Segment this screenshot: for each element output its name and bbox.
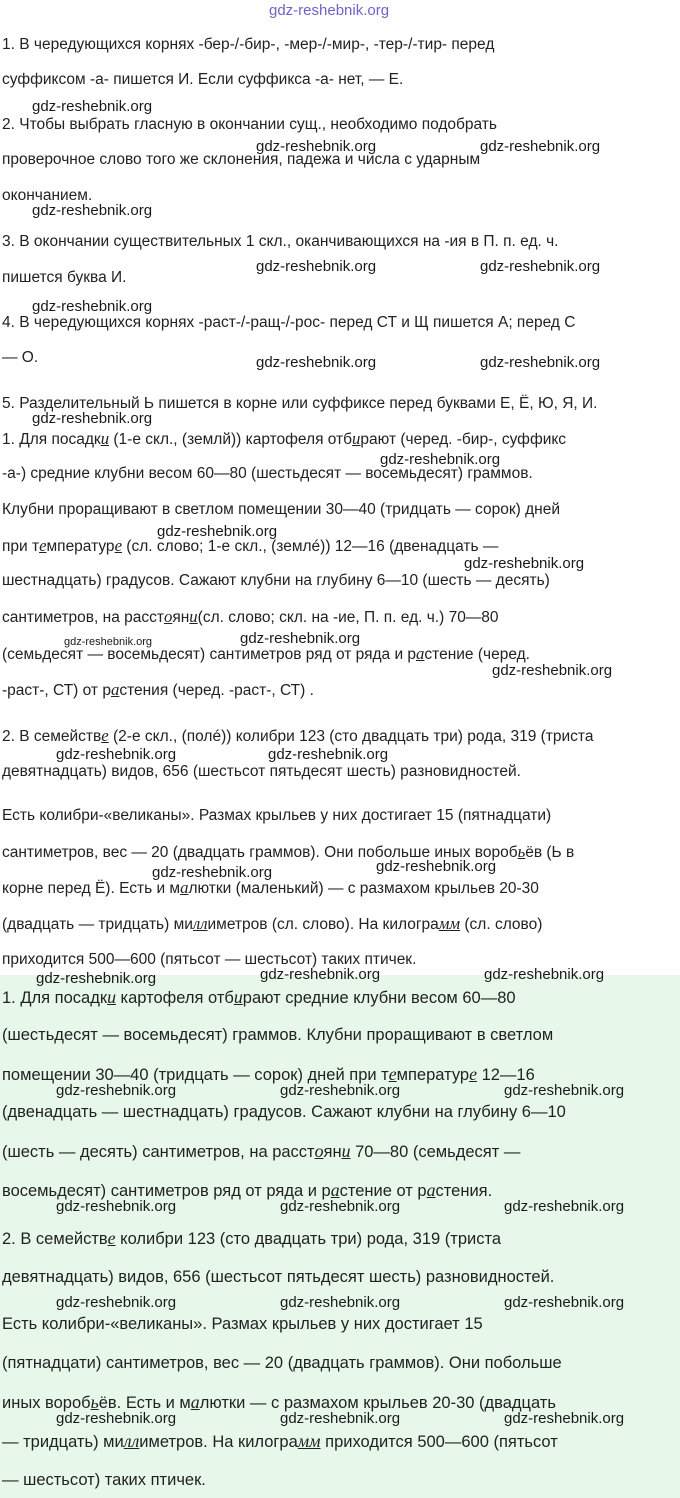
watermark: gdz-reshebnik.org <box>56 1294 177 1311</box>
watermark: gdz-reshebnik.org <box>492 662 613 679</box>
watermark: gdz-reshebnik.org <box>56 1410 177 1427</box>
exercise1-line: -а-) средние клубни весом 60—80 (шестьдесят — восемьдесят) граммов. <box>2 465 533 482</box>
exercise2-line: приходится 500—600 (пятьсот — шестьсот) таких птичек. <box>2 951 417 968</box>
rule-line: 3. В окончании существительных 1 скл., оканчивающихся на -ия в П. п. ед. ч. <box>2 233 559 250</box>
exercise2-line: сантиметров, вес — 20 (двадцать граммов). Они побольше иных воробьёв (Ь в <box>2 842 575 861</box>
exercise1-line: Клубни проращивают в светлом помещении 30—40 (тридцать — сорок) дней <box>2 501 560 518</box>
exercise2-line: 2. В семействе (2-е скл., (полé)) колибри 123 (сто двадцать три) рода, 319 (триста <box>2 726 594 745</box>
exercise2-line: Есть колибри-«великаны». Размах крыльев у них достигает 15 (пятнадцати) <box>2 807 552 824</box>
answer2-line: 2. В семействе колибри 123 (сто двадцать три) рода, 319 (триста <box>2 1228 502 1248</box>
watermark: gdz-reshebnik.org <box>504 1294 625 1311</box>
answer2-line: девятнадцать) видов, 656 (шестьсот пятьдесят шесть) разновидностей. <box>2 1268 555 1286</box>
answer1-line: (шестьдесят — восемьдесят) граммов. Клубни проращивают в светлом <box>2 1026 554 1044</box>
exercise1-line: 1. Для посадки (1-е скл., (землй)) картофеля отбирают (черед. -бир-, суффикс <box>2 429 567 448</box>
exercise2-line: корне перед Ё). Есть и малютки (маленький) — с размахом крыльев 20-30 <box>2 878 539 897</box>
watermark: gdz-reshebnik.org <box>480 138 601 155</box>
watermark: gdz-reshebnik.org <box>56 1082 177 1099</box>
watermark: gdz-reshebnik.org <box>280 1198 401 1215</box>
answer2-line: Есть колибри-«великаны». Размах крыльев у них достигает 15 <box>2 1315 483 1333</box>
watermark: gdz-reshebnik.org <box>32 298 153 315</box>
watermark: gdz-reshebnik.org <box>504 1082 625 1099</box>
watermark: gdz-reshebnik.org <box>260 966 381 983</box>
watermark: gdz-reshebnik.org <box>157 523 278 540</box>
watermark: gdz-reshebnik.org <box>268 746 389 763</box>
answer1-line: 1. Для посадки картофеля отбирают средние клубни весом 60—80 <box>2 987 516 1007</box>
watermark: gdz-reshebnik.org <box>240 630 361 647</box>
exercise1-line: при температуре (сл. слово; 1-е скл., (землé)) 12—16 (двенадцать — <box>2 536 499 555</box>
exercise2-line: (двадцать — тридцать) миллиметров (сл. слово). На килограмм (сл. слово) <box>2 914 543 933</box>
watermark: gdz-reshebnik.org <box>64 636 153 648</box>
watermark: gdz-reshebnik.org <box>32 202 153 219</box>
answer2-line: — шестьсот) таких птичек. <box>2 1471 206 1489</box>
watermark: gdz-reshebnik.org <box>464 555 585 572</box>
site-header-watermark[interactable]: gdz-reshebnik.org <box>269 2 390 19</box>
rule-line: окончанием. <box>2 187 93 204</box>
rule-line: 4. В чередующихся корнях -раст-/-ращ-/-рос- перед СТ и Щ пишется А; перед С <box>2 314 576 331</box>
rule-line: суффиксом -а- пишется И. Если суффикса -а- нет, — Е. <box>2 71 404 88</box>
watermark: gdz-reshebnik.org <box>280 1294 401 1311</box>
answer1-line: (двенадцать — шестнадцать) градусов. Сажают клубни на глубину 6—10 <box>2 1103 566 1121</box>
watermark: gdz-reshebnik.org <box>376 858 497 875</box>
watermark: gdz-reshebnik.org <box>504 1198 625 1215</box>
watermark: gdz-reshebnik.org <box>380 451 501 468</box>
watermark: gdz-reshebnik.org <box>32 410 153 427</box>
rule-line: пишется буква И. <box>2 269 127 286</box>
answer2-line: (пятнадцати) сантиметров, вес — 20 (двадцать граммов). Они побольше <box>2 1354 562 1372</box>
answer1-line: помещении 30—40 (тридцать — сорок) дней при температуре 12—16 <box>2 1064 535 1084</box>
watermark: gdz-reshebnik.org <box>484 966 605 983</box>
watermark: gdz-reshebnik.org <box>280 1410 401 1427</box>
watermark: gdz-reshebnik.org <box>152 864 273 881</box>
watermark: gdz-reshebnik.org <box>32 98 153 115</box>
watermark: gdz-reshebnik.org <box>56 1198 177 1215</box>
rule-line: — О. <box>2 349 39 366</box>
watermark: gdz-reshebnik.org <box>36 970 157 987</box>
exercise1-line: шестнадцать) градусов. Сажают клубни на глубину 6—10 (шесть — десять) <box>2 572 550 589</box>
answer1-line: (шесть — десять) сантиметров, на расстояни 70—80 (семьдесят — <box>2 1141 521 1161</box>
watermark: gdz-reshebnik.org <box>256 354 377 371</box>
rule-line: проверочное слово того же склонения, падежа и числа с ударным <box>2 151 481 168</box>
rule-line: 5. Разделительный Ь пишется в корне или суффиксе перед буквами Е, Ё, Ю, Я, И. <box>2 395 598 412</box>
exercise1-line: (семьдесят — восемьдесят) сантиметров ряд от ряда и растение (черед. <box>2 644 530 663</box>
answer2-line: — тридцать) миллиметров. На килограмм приходится 500—600 (пятьсот <box>2 1431 558 1451</box>
watermark: gdz-reshebnik.org <box>56 746 177 763</box>
watermark: gdz-reshebnik.org <box>504 1410 625 1427</box>
exercise1-line: -раст-, СТ) от растения (черед. -раст-, СТ) . <box>2 680 314 699</box>
rule-line: 1. В чередующихся корнях -бер-/-бир-, -мер-/-мир-, -тер-/-тир- перед <box>2 36 495 53</box>
watermark: gdz-reshebnik.org <box>480 258 601 275</box>
answer2-line: иных воробьёв. Есть и малютки — с размахом крыльев 20-30 (двадцать <box>2 1392 556 1412</box>
watermark: gdz-reshebnik.org <box>256 138 377 155</box>
watermark: gdz-reshebnik.org <box>280 1082 401 1099</box>
watermark: gdz-reshebnik.org <box>480 354 601 371</box>
watermark: gdz-reshebnik.org <box>256 258 377 275</box>
answer1-line: восемьдесят) сантиметров ряд от ряда и растение от растения. <box>2 1180 493 1200</box>
rule-line: 2. Чтобы выбрать гласную в окончании сущ., необходимо подобрать <box>2 116 497 133</box>
exercise2-line: девятнадцать) видов, 656 (шестьсот пятьдесят шесть) разновидностей. <box>2 763 521 780</box>
exercise1-line: сантиметров, на расстояни(сл. слово; скл. на -ие, П. п. ед. ч.) 70—80 <box>2 607 499 626</box>
